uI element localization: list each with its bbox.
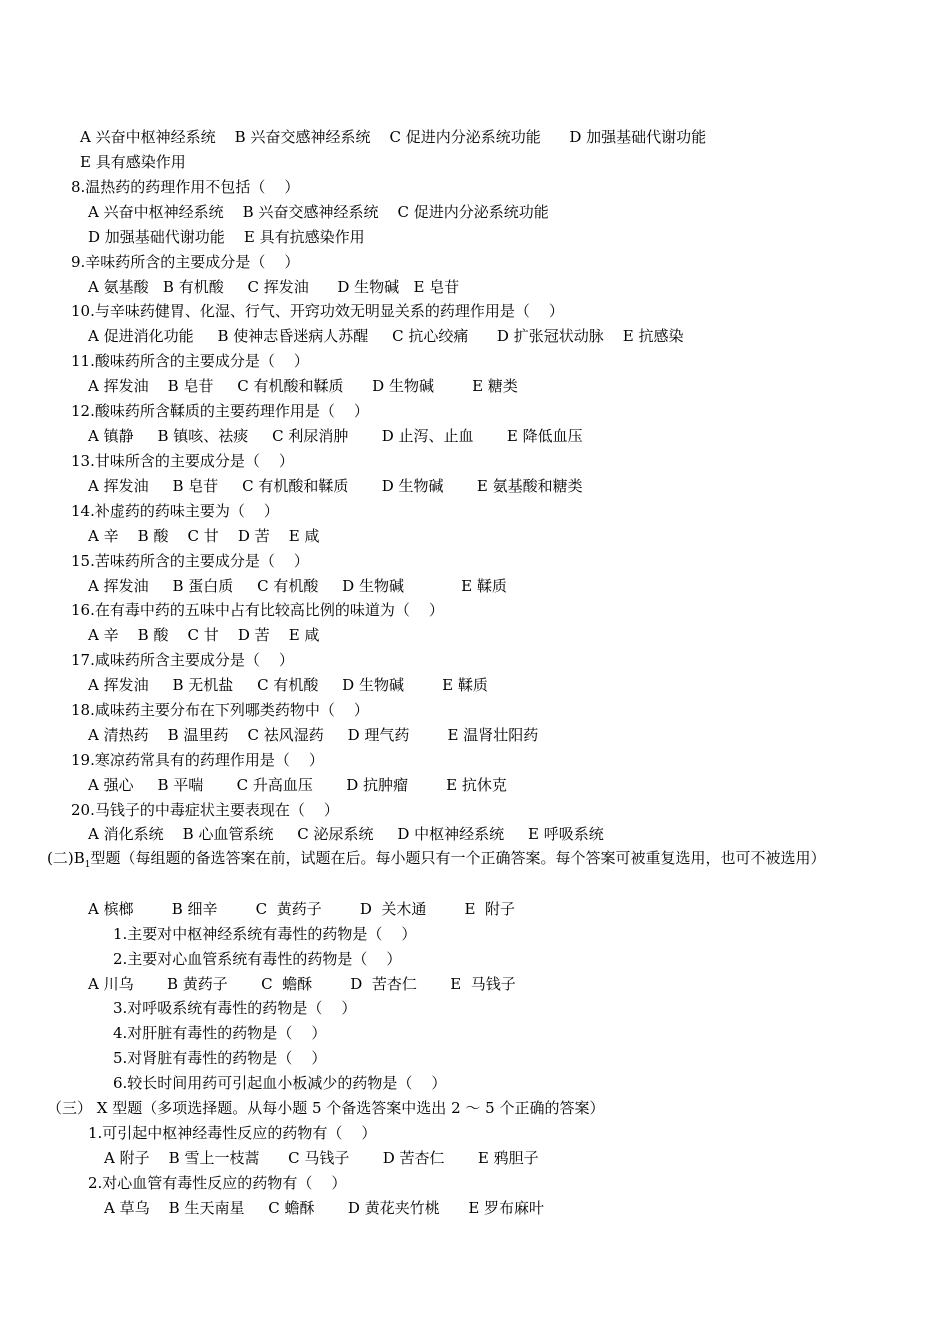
question-text: 10.与辛味药健胃、化湿、行气、开窍功效无明显关系的药理作用是（ ） (71, 302, 564, 320)
option-line: A 川乌 B 黄药子 C 蟾酥 D 苦杏仁 E 马钱子 (88, 975, 516, 993)
section-text: 型题（每组题的备选答案在前，试题在后。每小题只有一个正确答案。每个答案可被重复选用，也可不被选用） (90, 849, 826, 867)
option-line: A 促进消化功能 B 使神志昏迷病人苏醒 C 抗心绞痛 D 扩张冠状动脉 E 抗感染 (88, 327, 684, 345)
option-line: E 具有感染作用 (80, 153, 186, 171)
question-text: 12.酸味药所含鞣质的主要药理作用是（ ） (71, 402, 369, 420)
option-line: A 挥发油 B 皂苷 C 有机酸和鞣质 D 生物碱 E 糖类 (88, 377, 518, 395)
section-heading-b1 (47, 846, 892, 878)
question-text: 5.对肾脏有毒性的药物是（ ） (113, 1049, 327, 1067)
question-text: 15.苦味药所含的主要成分是（ ） (71, 552, 309, 570)
question-text: 19.寒凉药常具有的药理作用是（ ） (71, 751, 324, 769)
option-line: A 附子 B 雪上一枝蒿 C 马钱子 D 苦杏仁 E 鸦胆子 (104, 1149, 539, 1167)
option-line: A 辛 B 酸 C 甘 D 苦 E 咸 (88, 626, 320, 644)
question-text: 20.马钱子的中毒症状主要表现在（ ） (71, 801, 339, 819)
option-line: A 挥发油 B 皂苷 C 有机酸和鞣质 D 生物碱 E 氨基酸和糖类 (88, 477, 583, 495)
section-subscript: 1 (84, 860, 91, 870)
section-heading-x: （三） X 型题（多项选择题。从每小题 5 个备选答案中选出 2 ～ 5 个正确的答案） (47, 1099, 605, 1117)
option-line: A 强心 B 平喘 C 升高血压 D 抗肿瘤 E 抗休克 (88, 776, 507, 794)
question-text: 9.辛味药所含的主要成分是（ ） (71, 253, 300, 271)
question-text: 14.补虚药的药味主要为（ ） (71, 502, 279, 520)
question-text: 13.甘味所含的主要成分是（ ） (71, 452, 294, 470)
question-text: 11.酸味药所含的主要成分是（ ） (71, 352, 309, 370)
question-text: 3.对呼吸系统有毒性的药物是（ ） (113, 999, 357, 1017)
option-line: A 氨基酸 B 有机酸 C 挥发油 D 生物碱 E 皂苷 (88, 278, 460, 296)
option-line: A 兴奋中枢神经系统 B 兴奋交感神经系统 C 促进内分泌系统功能 D 加强基础代谢功能 (80, 128, 707, 146)
option-line: A 镇静 B 镇咳、祛痰 C 利尿消肿 D 止泻、止血 E 降低血压 (88, 427, 583, 445)
question-text: 2.对心血管有毒性反应的药物有（ ） (88, 1174, 347, 1192)
option-line: A 挥发油 B 蛋白质 C 有机酸 D 生物碱 E 鞣质 (88, 577, 507, 595)
question-text: 2.主要对心血管系统有毒性的药物是（ ） (113, 950, 402, 968)
option-line: A 兴奋中枢神经系统 B 兴奋交感神经系统 C 促进内分泌系统功能 (88, 203, 549, 221)
question-text: 6.较长时间用药可引起血小板减少的药物是（ ） (113, 1074, 447, 1092)
question-text: 17.咸味药所含主要成分是（ ） (71, 651, 294, 669)
question-text: 4.对肝脏有毒性的药物是（ ） (113, 1024, 327, 1042)
section-prefix: (二)B (47, 849, 85, 867)
question-text: 1.主要对中枢神经系统有毒性的药物是（ ） (113, 925, 417, 943)
question-text: 1.可引起中枢神经毒性反应的药物有（ ） (88, 1124, 377, 1142)
question-text: 16.在有毒中药的五味中占有比较高比例的味道为（ ） (71, 601, 444, 619)
option-line: A 槟榔 B 细辛 C 黄药子 D 关木通 E 附子 (88, 900, 516, 918)
option-line: D 加强基础代谢功能 E 具有抗感染作用 (88, 228, 365, 246)
option-line: A 消化系统 B 心血管系统 C 泌尿系统 D 中枢神经系统 E 呼吸系统 (88, 825, 604, 843)
option-line: A 草乌 B 生天南星 C 蟾酥 D 黄花夹竹桃 E 罗布麻叶 (104, 1199, 545, 1217)
option-line: A 辛 B 酸 C 甘 D 苦 E 咸 (88, 527, 320, 545)
question-text: 8.温热药的药理作用不包括（ ） (71, 178, 300, 196)
question-text: 18.咸味药主要分布在下列哪类药物中（ ） (71, 701, 369, 719)
option-line: A 挥发油 B 无机盐 C 有机酸 D 生物碱 E 鞣质 (88, 676, 488, 694)
option-line: A 清热药 B 温里药 C 祛风湿药 D 理气药 E 温肾壮阳药 (88, 726, 539, 744)
